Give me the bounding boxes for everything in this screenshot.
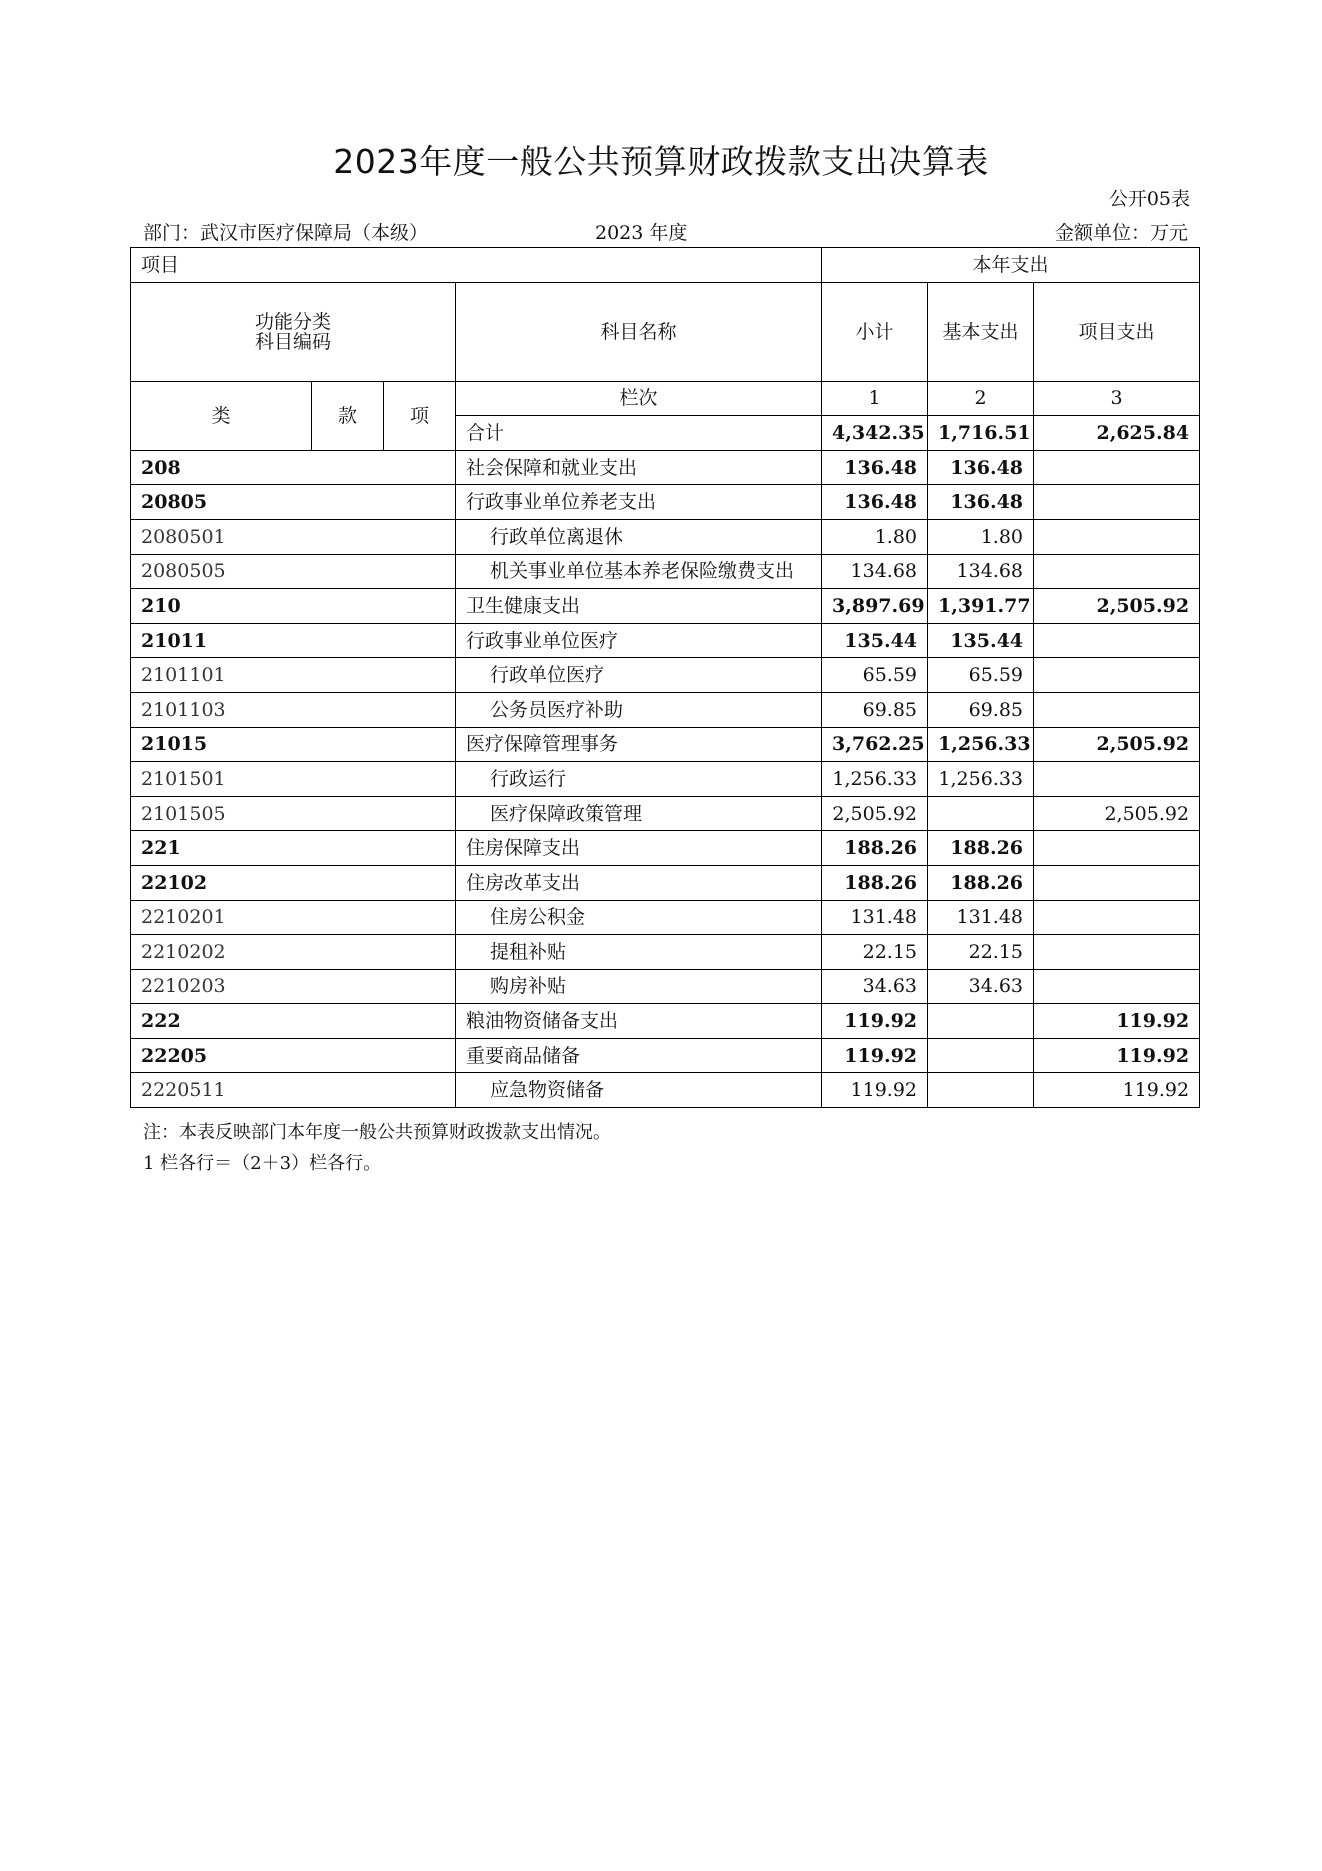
unit-label: 金额单位：万元 xyxy=(1054,222,1188,244)
row-code: 2220511 xyxy=(131,1073,456,1108)
table-row xyxy=(131,762,1200,797)
row-basic: 1,256.33 xyxy=(928,762,1034,797)
table-row xyxy=(131,1038,1200,1073)
header-col3: 3 xyxy=(1034,381,1200,416)
header-func-code xyxy=(131,282,456,381)
note-line: 1 栏各行＝（2＋3）栏各行。 xyxy=(143,1153,382,1174)
table-row xyxy=(131,865,1200,900)
row-project xyxy=(1034,450,1200,485)
row-basic: 1.80 xyxy=(928,519,1034,554)
row-basic: 34.63 xyxy=(928,969,1034,1004)
row-subtotal: 1,256.33 xyxy=(822,762,928,797)
row-subtotal: 2,505.92 xyxy=(822,796,928,831)
row-project: 2,505.92 xyxy=(1034,589,1200,624)
table-row xyxy=(131,623,1200,658)
header-col1: 1 xyxy=(822,381,928,416)
row-code: 21011 xyxy=(131,623,456,658)
row-name: 购房补贴 xyxy=(456,969,822,1004)
header-project: 项目 xyxy=(131,248,822,283)
row-name: 重要商品储备 xyxy=(456,1038,822,1073)
row-code: 2210203 xyxy=(131,969,456,1004)
header-kuan: 款 xyxy=(312,381,384,450)
header-this-year: 本年支出 xyxy=(822,248,1200,283)
row-project: 2,505.92 xyxy=(1034,796,1200,831)
total-project: 2,625.84 xyxy=(1034,416,1200,451)
row-name: 公务员医疗补助 xyxy=(456,692,822,727)
row-subtotal: 3,762.25 xyxy=(822,727,928,762)
row-subtotal: 119.92 xyxy=(822,1004,928,1039)
row-name: 行政单位离退休 xyxy=(456,519,822,554)
row-basic: 188.26 xyxy=(928,831,1034,866)
row-code: 2101103 xyxy=(131,692,456,727)
row-project xyxy=(1034,658,1200,693)
year-label: 2023 年度 xyxy=(595,222,688,244)
row-basic xyxy=(928,1038,1034,1073)
header-row-1 xyxy=(131,248,1200,283)
row-project xyxy=(1034,935,1200,970)
header-func-code-line1: 功能分类 xyxy=(254,310,331,333)
header-xiang: 项 xyxy=(384,381,456,450)
budget-table xyxy=(130,247,1200,1108)
table-row xyxy=(131,519,1200,554)
row-name: 行政单位医疗 xyxy=(456,658,822,693)
row-name: 提租补贴 xyxy=(456,935,822,970)
row-subtotal: 188.26 xyxy=(822,865,928,900)
header-column-no: 栏次 xyxy=(456,381,822,416)
row-code: 21015 xyxy=(131,727,456,762)
table-row xyxy=(131,1073,1200,1108)
row-name: 医疗保障政策管理 xyxy=(456,796,822,831)
row-basic: 135.44 xyxy=(928,623,1034,658)
row-basic: 188.26 xyxy=(928,865,1034,900)
row-subtotal: 3,897.69 xyxy=(822,589,928,624)
table-row xyxy=(131,485,1200,520)
header-subtotal: 小计 xyxy=(822,282,928,381)
row-name: 应急物资储备 xyxy=(456,1073,822,1108)
row-name: 住房公积金 xyxy=(456,900,822,935)
note-line: 注：本表反映部门本年度一般公共预算财政拨款支出情况。 xyxy=(143,1122,611,1143)
table-row xyxy=(131,796,1200,831)
row-basic: 22.15 xyxy=(928,935,1034,970)
row-subtotal: 1.80 xyxy=(822,519,928,554)
row-subtotal: 134.68 xyxy=(822,554,928,589)
row-subtotal: 136.48 xyxy=(822,485,928,520)
row-subtotal: 188.26 xyxy=(822,831,928,866)
row-project xyxy=(1034,554,1200,589)
row-basic: 136.48 xyxy=(928,485,1034,520)
row-subtotal: 34.63 xyxy=(822,969,928,1004)
row-code: 2101505 xyxy=(131,796,456,831)
header-row-2 xyxy=(131,282,1200,381)
table-row xyxy=(131,554,1200,589)
table-row xyxy=(131,658,1200,693)
row-name: 住房改革支出 xyxy=(456,865,822,900)
row-basic: 65.59 xyxy=(928,658,1034,693)
row-code: 22102 xyxy=(131,865,456,900)
row-project: 2,505.92 xyxy=(1034,727,1200,762)
row-project xyxy=(1034,900,1200,935)
row-basic xyxy=(928,1073,1034,1108)
total-name: 合计 xyxy=(456,416,822,451)
table-row xyxy=(131,900,1200,935)
row-name: 医疗保障管理事务 xyxy=(456,727,822,762)
row-project xyxy=(1034,485,1200,520)
row-code: 208 xyxy=(131,450,456,485)
table-notes xyxy=(143,1117,611,1179)
total-subtotal: 4,342.35 xyxy=(822,416,928,451)
table-row xyxy=(131,450,1200,485)
table-code: 公开05表 xyxy=(1108,188,1190,210)
table-row xyxy=(131,831,1200,866)
table-meta xyxy=(143,218,1188,244)
department-label: 部门：武汉市医疗保障局（本级） xyxy=(143,222,429,244)
row-name: 社会保障和就业支出 xyxy=(456,450,822,485)
row-basic: 131.48 xyxy=(928,900,1034,935)
row-basic: 69.85 xyxy=(928,692,1034,727)
row-name: 卫生健康支出 xyxy=(456,589,822,624)
row-code: 2210202 xyxy=(131,935,456,970)
row-project xyxy=(1034,762,1200,797)
row-project xyxy=(1034,519,1200,554)
table-row xyxy=(131,589,1200,624)
row-subtotal: 136.48 xyxy=(822,450,928,485)
row-subtotal: 131.48 xyxy=(822,900,928,935)
row-subtotal: 135.44 xyxy=(822,623,928,658)
table-row xyxy=(131,727,1200,762)
row-code: 2101101 xyxy=(131,658,456,693)
row-code: 20805 xyxy=(131,485,456,520)
row-name: 住房保障支出 xyxy=(456,831,822,866)
table-row xyxy=(131,1004,1200,1039)
row-basic xyxy=(928,1004,1034,1039)
row-name: 粮油物资储备支出 xyxy=(456,1004,822,1039)
header-subject-name: 科目名称 xyxy=(456,282,822,381)
row-name: 行政事业单位养老支出 xyxy=(456,485,822,520)
row-basic: 134.68 xyxy=(928,554,1034,589)
row-name: 行政事业单位医疗 xyxy=(456,623,822,658)
header-row-3 xyxy=(131,381,1200,416)
table-row xyxy=(131,969,1200,1004)
row-basic: 1,391.77 xyxy=(928,589,1034,624)
page-title: 2023年度一般公共预算财政拨款支出决算表 xyxy=(333,142,989,181)
row-project: 119.92 xyxy=(1034,1038,1200,1073)
row-name: 行政运行 xyxy=(456,762,822,797)
header-lei: 类 xyxy=(131,381,312,450)
row-code: 222 xyxy=(131,1004,456,1039)
row-code: 22205 xyxy=(131,1038,456,1073)
header-basic: 基本支出 xyxy=(928,282,1034,381)
row-project xyxy=(1034,692,1200,727)
table-row xyxy=(131,692,1200,727)
row-basic: 136.48 xyxy=(928,450,1034,485)
row-code: 2101501 xyxy=(131,762,456,797)
row-code: 221 xyxy=(131,831,456,866)
row-project xyxy=(1034,969,1200,1004)
row-subtotal: 119.92 xyxy=(822,1038,928,1073)
row-code: 210 xyxy=(131,589,456,624)
row-subtotal: 65.59 xyxy=(822,658,928,693)
row-project: 119.92 xyxy=(1034,1073,1200,1108)
row-project xyxy=(1034,831,1200,866)
table-row xyxy=(131,935,1200,970)
row-subtotal: 69.85 xyxy=(822,692,928,727)
header-col2: 2 xyxy=(928,381,1034,416)
row-project xyxy=(1034,623,1200,658)
total-basic: 1,716.51 xyxy=(928,416,1034,451)
row-project: 119.92 xyxy=(1034,1004,1200,1039)
row-code: 2080505 xyxy=(131,554,456,589)
row-project xyxy=(1034,865,1200,900)
header-project-exp: 项目支出 xyxy=(1034,282,1200,381)
header-func-code-line2: 科目编码 xyxy=(254,330,331,353)
row-name: 机关事业单位基本养老保险缴费支出 xyxy=(456,554,822,589)
row-basic: 1,256.33 xyxy=(928,727,1034,762)
row-subtotal: 22.15 xyxy=(822,935,928,970)
row-subtotal: 119.92 xyxy=(822,1073,928,1108)
row-code: 2080501 xyxy=(131,519,456,554)
row-code: 2210201 xyxy=(131,900,456,935)
row-basic xyxy=(928,796,1034,831)
